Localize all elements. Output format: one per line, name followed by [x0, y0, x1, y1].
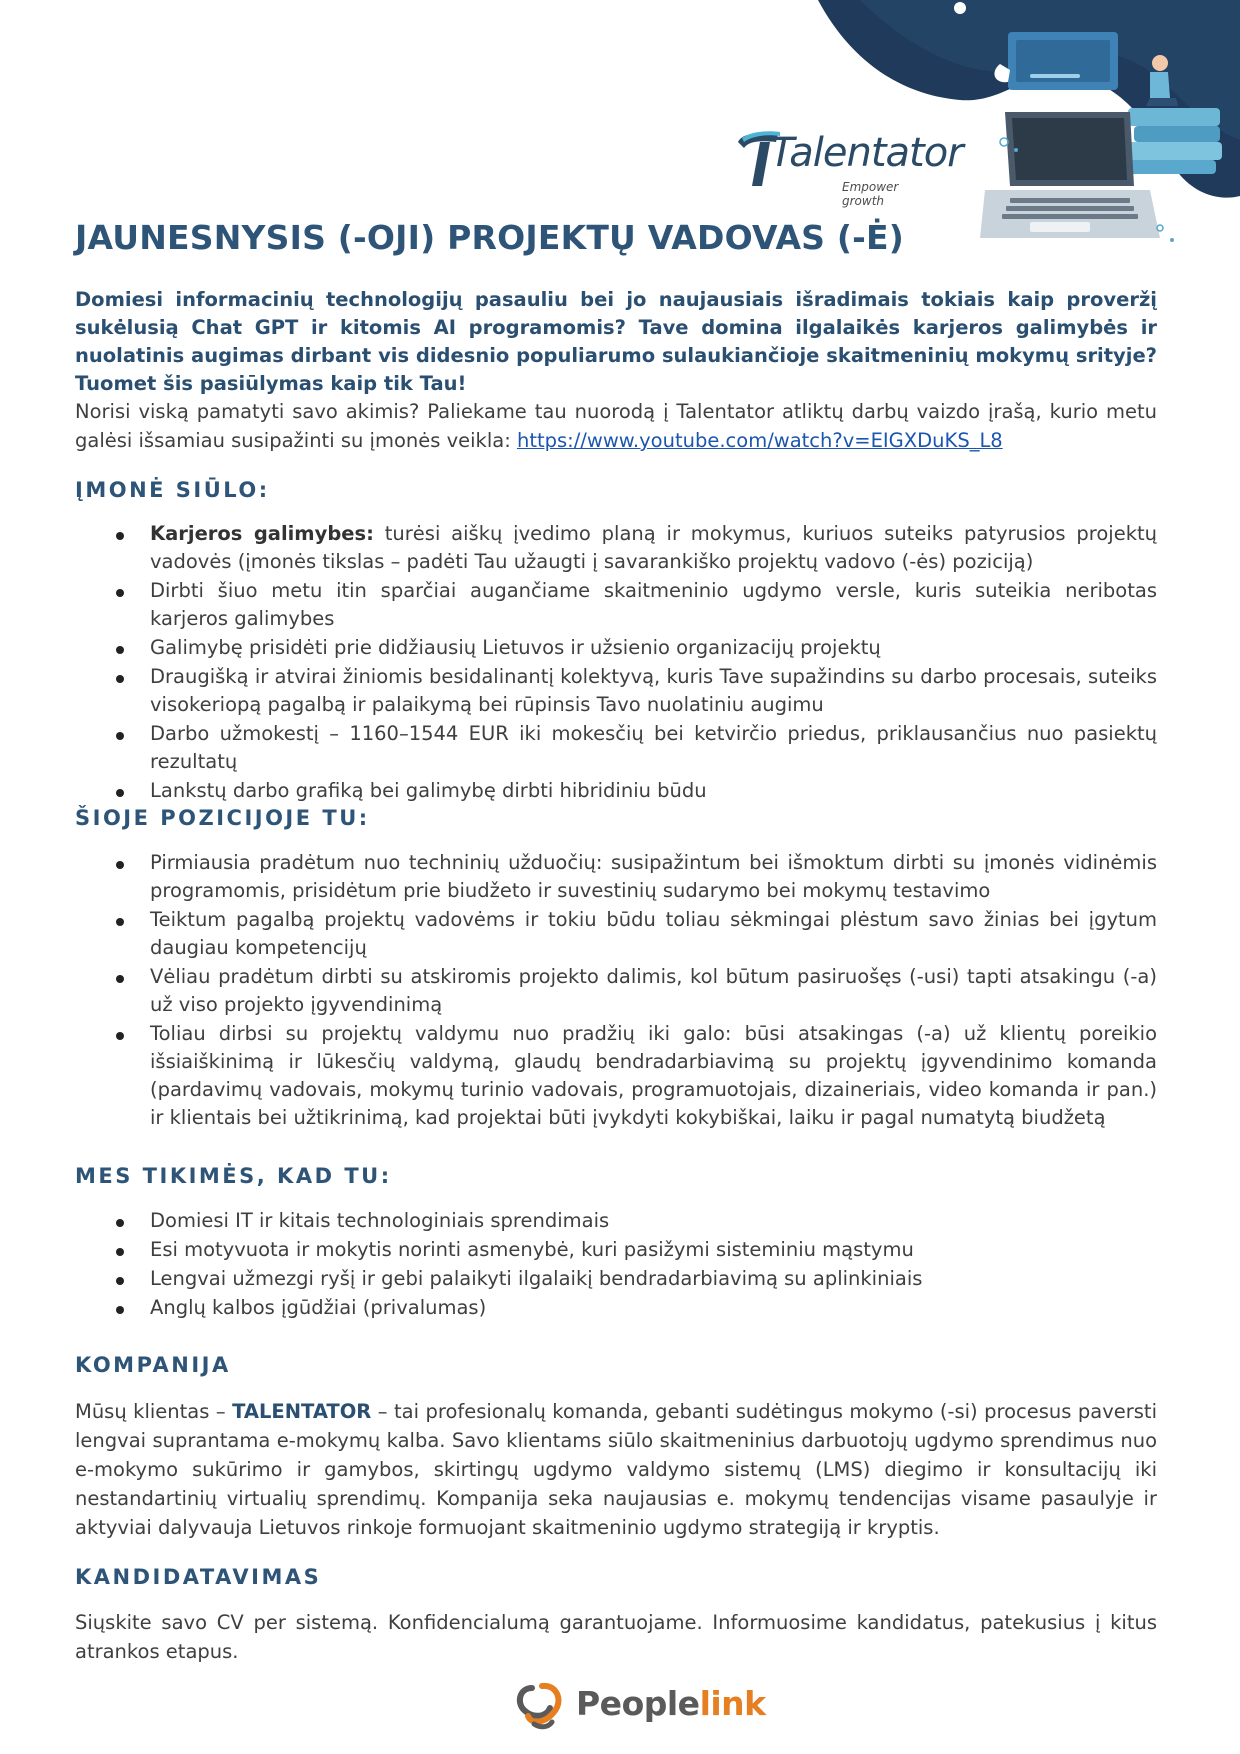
list-item-text: Galimybę prisidėti prie didžiausių Lietuvos ir užsienio organizacijų projektų	[150, 636, 881, 659]
apply-paragraph: Siųskite savo CV per sistemą. Konfidencialumą garantuojame. Informuosime kandidatus, patekusius į kitus atrankos etapus.	[75, 1611, 1157, 1663]
peoplelink-logo	[512, 1678, 766, 1734]
list-item	[75, 906, 1157, 962]
list-item-text: Domiesi IT ir kitais technologiniais sprendimais	[150, 1209, 610, 1232]
peoplelink-knot-icon	[512, 1678, 568, 1734]
bullet-icon	[116, 861, 124, 869]
list-item-text: Draugišką ir atvirai žiniomis besidalinantį kolektyvą, kuris Tave supažindins su darbo procesais, suteiks visokeriopą pagalbą ir palaikymą bei rūpinsis Tavo nuolatiniu augimu	[150, 665, 1157, 716]
list-item	[75, 663, 1157, 719]
offer-list	[75, 520, 1157, 805]
bullet-icon	[116, 789, 124, 797]
list-item	[75, 963, 1157, 1019]
company-text-post: – tai profesionalų komanda, gebanti sudėtingus mokymo (-si) procesus paversti lengvai suprantama e-mokymų kalba. Savo klientams siūlo skaitmeninius darbuotojų ugdymo sprendimus nuo e-mokymo sukūrimo ir gamybos, skirtingų ugdymo valdymo sistemų (LMS) diegimo ir konsultacijų iki nestandartinių virtualių sprendimų. Kompanija seka naujausias e. mokymų tendencijas visame pasaulyje ir aktyviai dalyvauja Lietuvos rinkoje formuojant skaitmeninio ugdymo strategiją ir kryptis.	[75, 1400, 1157, 1539]
company-paragraph	[75, 1397, 1157, 1542]
offer-first-bold: Karjeros galimybes:	[150, 522, 374, 545]
bullet-icon	[116, 1032, 124, 1040]
position-list	[75, 849, 1157, 1132]
list-item	[75, 520, 1157, 576]
bullet-icon	[116, 532, 124, 540]
list-item-text: Lengvai užmezgi ryšį ir gebi palaikyti ilgalaikį bendradarbiavimą su aplinkiniais	[150, 1267, 923, 1290]
section-heading-offer: ĮMONĖ SIŪLO:	[75, 478, 270, 502]
company-text-pre: Mūsų klientas –	[75, 1400, 226, 1423]
bullet-icon	[116, 1219, 124, 1227]
list-item	[75, 577, 1157, 633]
list-item-text: Darbo užmokestį – 1160–1544 EUR iki mokesčių bei ketvirčio priedus, priklausančius nuo pasiektų rezultatų	[150, 722, 1157, 773]
list-item	[75, 720, 1157, 776]
bullet-icon	[116, 732, 124, 740]
bullet-icon	[116, 1248, 124, 1256]
page-title: JAUNESNYSIS (-OJI) PROJEKTŲ VADOVAS (-Ė)	[75, 218, 905, 257]
bullet-icon	[116, 1306, 124, 1314]
list-item	[75, 1265, 1157, 1293]
video-paragraph	[75, 397, 1157, 455]
list-item-text: Anglų kalbos įgūdžiai (privalumas)	[150, 1296, 487, 1319]
section-heading-expect: MES TIKIMĖS, KAD TU:	[75, 1164, 392, 1188]
list-item	[75, 1207, 1157, 1235]
intro-paragraph: Domiesi informacinių technologijų pasauliu bei jo naujausiais išradimais tokiais kaip proveržį sukėlusią Chat GPT ir kitomis AI programomis? Tave domina ilgalaikės karjeros galimybės ir nuolatinis augimas dirbant vis didesnio populiarumo sulaukiančioje skaitmeninių mokymų srityje? Tuomet šis pasiūlymas kaip tik Tau!	[75, 288, 1157, 395]
section-heading-apply: KANDIDATAVIMAS	[75, 1565, 322, 1589]
list-item	[75, 634, 1157, 662]
list-item-text: Esi motyvuota ir mokytis norinti asmenybė, kuri pasižymi sisteminiu mąstymu	[150, 1238, 914, 1261]
wordmark-part-2: link	[699, 1684, 766, 1723]
list-item	[75, 1294, 1157, 1322]
peoplelink-wordmark	[576, 1684, 766, 1723]
bullet-icon	[116, 675, 124, 683]
bullet-icon	[116, 646, 124, 654]
logo-wordmark: Talentator	[770, 130, 963, 176]
bullet-icon	[116, 589, 124, 597]
list-item	[75, 1236, 1157, 1264]
list-item	[75, 1020, 1157, 1132]
list-item-text: Pirmiausia pradėtum nuo techninių užduočių: susipažintum bei išmoktum dirbti su įmonės vidinėmis programomis, prisidėtum prie biudžeto ir suvestinių sudarymo bei mokymų testavimo	[150, 851, 1157, 902]
list-item-text: Dirbti šiuo metu itin sparčiai augančiame skaitmeninio ugdymo versle, kuris suteikia neribotas karjeros galimybes	[150, 579, 1157, 630]
logo-tagline: Empower growth	[842, 180, 899, 208]
bullet-icon	[116, 975, 124, 983]
list-item-text: Teiktum pagalbą projektų vadovėms ir tokiu būdu toliau sėkmingai plėstum savo žinias bei įgytum daugiau kompetencijų	[150, 908, 1157, 959]
list-item-text: Vėliau pradėtum dirbti su atskiromis projekto dalimis, kol būtum pasiruošęs (-usi) tapti atsakingu (-a) už viso projekto įgyvendinimą	[150, 965, 1157, 1016]
section-heading-position: ŠIOJE POZICIJOJE TU:	[75, 806, 370, 830]
expect-list	[75, 1207, 1157, 1322]
talentator-logo	[736, 128, 963, 208]
list-item	[75, 777, 1157, 805]
company-name: TALENTATOR	[232, 1400, 372, 1423]
wordmark-part-1: People	[576, 1684, 700, 1723]
offer-first-text: turėsi aiškų įvedimo planą ir mokymus, kuriuos suteiks patyrusios projektų vadovės (įmonės tikslas – padėti Tau užaugti į savarankiško projektų vadovo (-ės) poziciją)	[150, 522, 1157, 573]
list-item	[75, 849, 1157, 905]
bullet-icon	[116, 1277, 124, 1285]
video-text: Norisi viską pamatyti savo akimis? Paliekame tau nuorodą į Talentator atliktų darbų vaizdo įrašą, kurio metu galėsi išsamiau susipažinti su įmonės veikla:	[75, 400, 1157, 452]
bullet-icon	[116, 918, 124, 926]
video-link[interactable]: https://www.youtube.com/watch?v=EIGXDuKS_L8	[516, 429, 1003, 452]
list-item-text: Toliau dirbsi su projektų valdymu nuo pradžių iki galo: būsi atsakingas (-a) už klientų poreikio išsiaiškinimą ir lūkesčių valdymą, glaudų bendradarbiavimą su projektų įgyvendinimo komanda (pardavimų vadovais, mokymų turinio vadovais, programuotojais, dizaineriais, video komanda ir pan.) ir klientais bei užtikrinimą, kad projektai būti įvykdyti kokybiškai, laiku ir pagal numatytą biudžetą	[150, 1022, 1157, 1129]
list-item-text: Lankstų darbo grafiką bei galimybę dirbti hibridiniu būdu	[150, 779, 707, 802]
section-heading-company: KOMPANIJA	[75, 1353, 231, 1377]
